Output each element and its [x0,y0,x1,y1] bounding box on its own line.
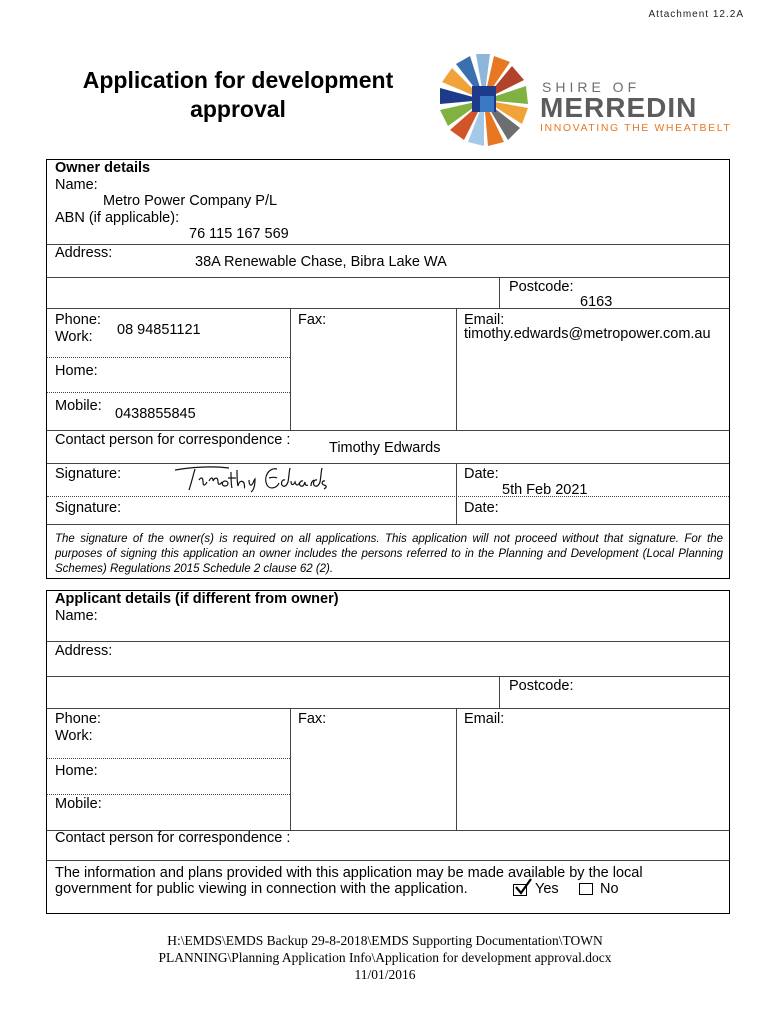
no-checkbox[interactable] [579,883,593,895]
footer-line-1: H:\EMDS\EMDS Backup 29-8-2018\EMDS Supporting Documentation\TOWN [167,933,603,948]
owner-date-label: Date: [464,466,499,482]
owner-signature2-label: Signature: [55,500,122,516]
owner-phone-label: Phone: [55,312,101,328]
owner-name-field[interactable]: Metro Power Company P/L [103,193,278,209]
public-viewing-text-2: government for public viewing in connection with the application. [55,881,468,897]
applicant-work-label: Work: [55,728,93,744]
owner-date-field[interactable]: 5th Feb 2021 [502,482,588,498]
logo-emblem-icon [432,50,537,150]
footer-file-path [60,932,710,983]
owner-address-field[interactable]: 38A Renewable Chase, Bibra Lake WA [195,254,447,270]
title-line-1: Application for development [82,67,394,93]
shire-logo [432,50,732,150]
owner-date2-label: Date: [464,500,499,516]
owner-details-section [46,159,730,579]
applicant-mobile-label: Mobile: [55,796,102,812]
applicant-fax-label: Fax: [298,711,327,727]
owner-mobile-field[interactable]: 0438855845 [115,406,196,422]
footer-date: 11/01/2016 [354,967,416,982]
no-label: No [600,881,619,897]
owner-postcode-label: Postcode: [509,279,574,295]
footer-line-2: PLANNING\Planning Application Info\Application for development approval.docx [158,950,612,965]
applicant-email-label: Email: [464,711,505,727]
owner-home-label: Home: [55,363,98,379]
attachment-label: Attachment 12.2A [648,9,744,20]
owner-fax-label: Fax: [298,312,327,328]
logo-text-shire-of: SHIRE OF [542,79,641,95]
applicant-address-label: Address: [55,643,113,659]
owner-name-label: Name: [55,177,98,193]
owner-email-field[interactable]: timothy.edwards@metropower.com.au [464,326,711,342]
owner-signature-label: Signature: [55,466,122,482]
owner-heading: Owner details [55,160,151,176]
applicant-contact-label: Contact person for correspondence : [55,830,291,846]
signature-icon [173,464,353,494]
page-title [48,66,428,124]
applicant-details-section [46,590,730,914]
applicant-phone-label: Phone: [55,711,101,727]
applicant-home-label: Home: [55,763,98,779]
owner-abn-label: ABN (if applicable): [55,210,180,226]
title-line-2: approval [190,96,286,122]
public-viewing-text-1: The information and plans provided with this application may be made available by the local [55,865,643,881]
owner-abn-field[interactable]: 76 115 167 569 [189,226,289,242]
owner-contact-field[interactable]: Timothy Edwards [329,440,441,456]
yes-label: Yes [535,881,559,897]
yes-checkbox[interactable] [513,884,527,896]
owner-contact-label: Contact person for correspondence : [55,432,291,448]
owner-work-label: Work: [55,329,93,345]
owner-email-label: Email: [464,312,505,328]
applicant-postcode-label: Postcode: [509,678,574,694]
owner-postcode-field[interactable]: 6163 [580,294,613,310]
owner-work-phone-field[interactable]: 08 94851121 [117,322,201,338]
owner-mobile-label: Mobile: [55,398,102,414]
applicant-heading: Applicant details (if different from owner) [55,591,339,607]
logo-text-tagline: INNOVATING THE WHEATBELT [540,122,732,134]
owner-address-label: Address: [55,245,113,261]
logo-text-merredin: MERREDIN [540,92,698,123]
checkmark-icon [513,878,533,896]
applicant-name-label: Name: [55,608,98,624]
owner-signature-note: The signature of the owner(s) is required on all applications. This application will not proceed without that signature. For the purposes of signing this application an owner includes the persons referred to in the Planning and Development (Local Planning Schemes) Regulations 2015 Schedule 2 clause 62 (2). [55,533,723,575]
